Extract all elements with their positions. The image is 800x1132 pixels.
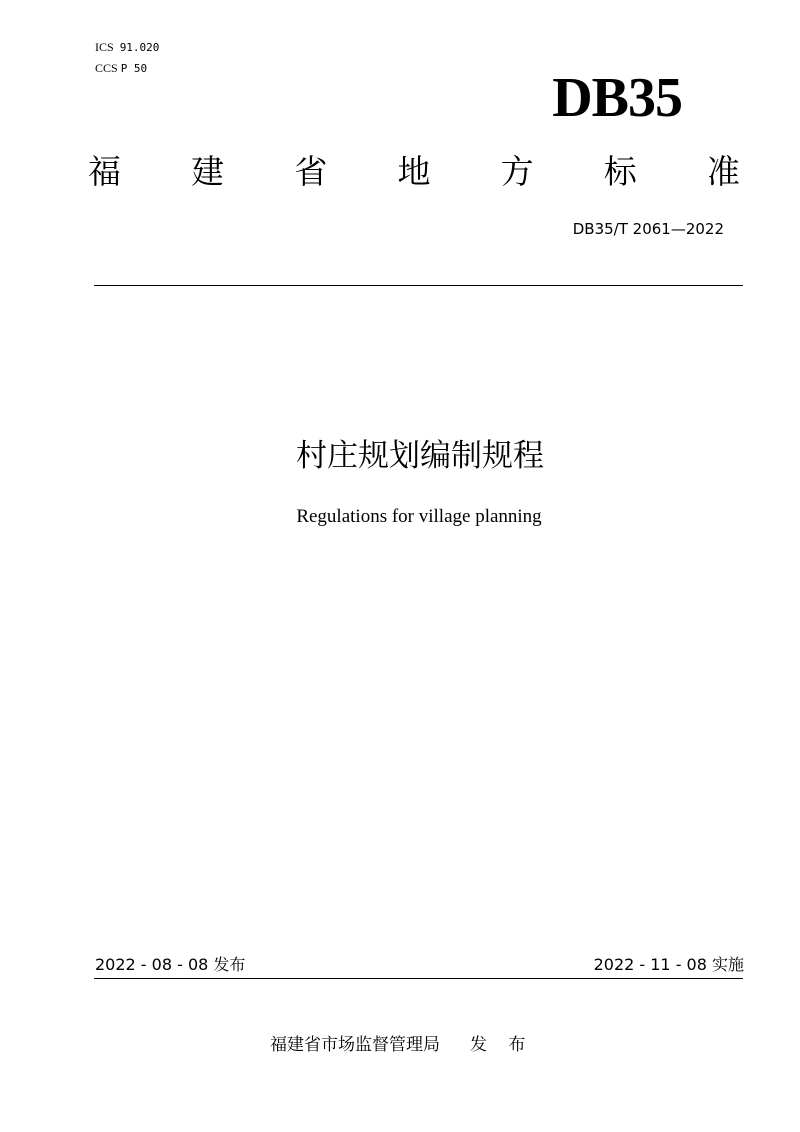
title-char: 准 [706,152,740,191]
ics-label: ICS [95,40,114,54]
document-subtitle: Regulations for village planning [296,506,542,527]
title-char: 地 [397,152,431,191]
title-char: 标 [603,152,637,191]
ccs-value: P 50 [120,62,148,75]
ics-code [95,40,159,55]
db-logo: DB35 [552,67,682,129]
standard-category-title [88,152,740,192]
top-divider [94,285,743,286]
publish-label: 发 布 [470,1035,534,1055]
title-char: 福 [88,152,121,191]
document-title: 村庄规划编制规程 [296,438,544,474]
issue-date: 2022 - 08 - 08 发布 [95,955,246,974]
title-char: 建 [191,152,225,191]
bottom-divider [94,978,743,979]
publisher-line [270,1034,533,1056]
ics-value: 91.020 [119,41,160,54]
ccs-code [95,61,147,76]
title-char: 方 [500,152,534,191]
standard-number: DB35/T 2061—2022 [572,220,724,238]
title-char: 省 [294,152,328,191]
implementation-date: 2022 - 11 - 08 实施 [593,955,744,974]
ccs-label: CCS [95,61,118,75]
publisher-name: 福建省市场监督管理局 [270,1035,440,1055]
